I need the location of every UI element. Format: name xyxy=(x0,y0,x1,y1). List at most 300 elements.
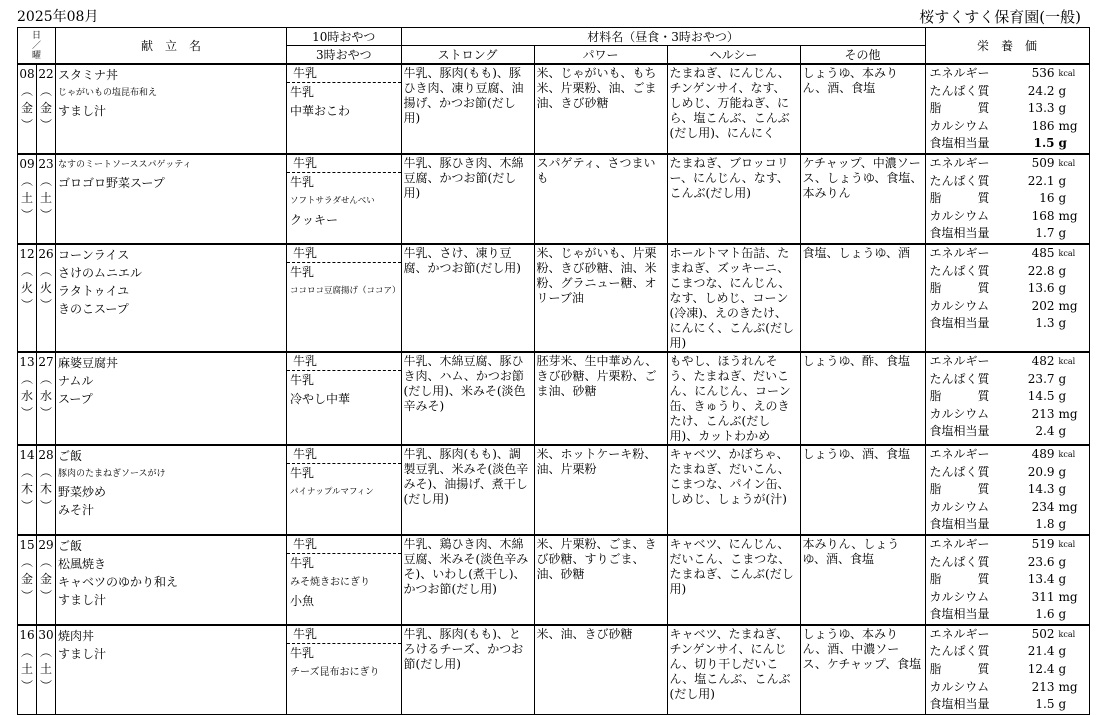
table-row xyxy=(18,625,1090,714)
nutrition-value: 22.1 xyxy=(1027,173,1055,188)
nutrition-value: 536 xyxy=(1031,66,1055,80)
snack-3pm xyxy=(287,464,401,502)
menu-item: さけのムニエル xyxy=(58,265,143,280)
weekday: 木 xyxy=(39,481,52,496)
nutrition-label: たんぱく質 xyxy=(929,83,990,98)
nutrition-unit: g xyxy=(1058,424,1067,439)
menu-item: スープ xyxy=(58,391,93,406)
weekday: 火 xyxy=(20,280,33,295)
paren-close: ︶ xyxy=(39,405,52,420)
nutrition-fat xyxy=(930,661,1085,679)
nutrition-cell xyxy=(925,244,1089,352)
date-cell-first xyxy=(18,154,37,244)
power-ingredients: 米、油、きび砂糖 xyxy=(534,625,667,714)
nutrition-unit: g xyxy=(1058,389,1067,404)
nutrition-calcium xyxy=(930,208,1085,226)
paren-close: ︶ xyxy=(39,207,52,222)
paren-close: ︶ xyxy=(39,498,52,513)
nutrition-value: 23.7 xyxy=(1027,371,1055,386)
menu-item: ご飯 xyxy=(58,448,83,463)
nutrition-value: 14.3 xyxy=(1027,482,1055,497)
nutrition-protein xyxy=(930,554,1085,572)
date-cell-first xyxy=(18,244,37,352)
healthy-header: ヘルシー xyxy=(667,46,800,65)
nutrition-energy xyxy=(930,446,1085,464)
nutrition-unit: kcal xyxy=(1058,629,1076,639)
paren-open: ︵ xyxy=(39,371,52,386)
nutrition-fat xyxy=(930,190,1085,208)
menu-item: なすのミートソーススパゲッティ xyxy=(58,159,192,170)
menu-item: スタミナ丼 xyxy=(58,68,119,82)
other-ingredients: しょうゆ、本みりん、酒、食塩 xyxy=(800,64,925,154)
paren-open: ︵ xyxy=(20,644,33,659)
nutrition-label: カルシウム xyxy=(929,208,990,223)
nutrition-calcium xyxy=(930,499,1085,517)
nutrition-salt xyxy=(930,516,1085,534)
nutrition-unit: g xyxy=(1058,554,1067,569)
nutrition-calcium xyxy=(930,589,1085,607)
month-label: 2025年08月 xyxy=(17,9,99,25)
snack-3pm xyxy=(287,644,401,682)
nutrition-protein xyxy=(930,263,1085,281)
nutrition-cell xyxy=(925,352,1089,445)
nutrition-label: エネルギー xyxy=(929,155,990,170)
paren-close: ︶ xyxy=(39,297,52,312)
nutrition-calcium xyxy=(930,298,1085,316)
snack-cell xyxy=(287,625,402,714)
nutrition-value: 1.6 xyxy=(1035,607,1055,622)
nutrition-value: 12.4 xyxy=(1027,662,1055,677)
snack-10am: 牛乳 xyxy=(287,626,401,644)
nutrition-unit: g xyxy=(1058,263,1067,278)
date-cell-first xyxy=(18,535,37,625)
menu-item: 野菜炒め xyxy=(58,484,107,499)
date-cell-first xyxy=(18,64,37,154)
nutrition-value: 23.6 xyxy=(1027,554,1055,569)
nutrition-value: 1.5 xyxy=(1035,697,1055,712)
paren-close: ︶ xyxy=(20,118,33,132)
weekday: 金 xyxy=(39,571,52,586)
snack-item: 牛乳 xyxy=(290,645,315,660)
facility-name: 桜すくすく保育園(一般) xyxy=(919,8,1081,26)
healthy-ingredients: キャベツ、たまねぎ、チンゲンサイ、にんじん、切り干しだいこん、塩こんぶ、こんぶ(だし用) xyxy=(667,625,800,714)
weekday: 金 xyxy=(20,101,33,115)
snack-cell xyxy=(287,445,402,535)
weekday: 水 xyxy=(39,388,52,403)
paren-close: ︶ xyxy=(20,678,33,693)
menu-item: 焼肉丼 xyxy=(58,628,95,643)
nutrition-salt xyxy=(930,315,1085,333)
nutrition-energy xyxy=(930,353,1085,371)
menu-item: 麻婆豆腐丼 xyxy=(58,355,119,370)
snack-3pm xyxy=(287,554,401,611)
date-cell-second xyxy=(37,535,56,625)
healthy-ingredients: たまねぎ、にんじん、チンゲンサイ、なす、しめじ、万能ねぎ、にら、塩こんぶ、こんぶ(だし用)、にんにく xyxy=(667,64,800,154)
menu-item xyxy=(58,192,284,210)
menu-item: ラタトゥイユ xyxy=(58,283,130,298)
snack-3pm xyxy=(287,83,401,121)
nutrition-unit: g xyxy=(1058,101,1067,116)
snack-item: ソフトサラダせんべい xyxy=(290,195,375,206)
nutrition-unit: mg xyxy=(1058,298,1078,313)
nutrition-label: 脂 質 xyxy=(929,482,990,497)
menu-table xyxy=(17,27,1090,715)
snack-item: チーズ昆布おにぎり xyxy=(290,666,380,678)
nutrition-unit: g xyxy=(1058,226,1067,241)
nutrition-label: カルシウム xyxy=(929,118,990,133)
date-number: 12 xyxy=(19,246,35,261)
date-cell-second xyxy=(37,445,56,535)
menu-item: きのこスープ xyxy=(58,301,129,316)
healthy-ingredients: ホールトマト缶詰、たまねぎ、ズッキーニ、こまつな、にんじん、なす、しめじ、コーン(冷凍)、えのきたけ、にんにく、こんぶ(だし用) xyxy=(667,244,800,352)
nutrition-salt xyxy=(930,135,1085,153)
menu-item: コーンライス xyxy=(58,247,130,262)
paren-open: ︵ xyxy=(39,554,52,569)
nutrition-protein xyxy=(930,464,1085,482)
nutrition-value: 24.2 xyxy=(1027,83,1055,98)
nutrition-label: カルシウム xyxy=(929,406,990,421)
nutrition-cell xyxy=(925,445,1089,535)
other-header: その他 xyxy=(800,46,925,65)
nutrition-energy xyxy=(930,626,1085,644)
date-cell-second xyxy=(37,352,56,445)
paren-open: ︵ xyxy=(39,173,52,188)
nutrition-salt xyxy=(930,696,1085,714)
table-row xyxy=(18,154,1090,244)
nutrition-label: 脂 質 xyxy=(929,191,990,206)
menu-item: ご飯 xyxy=(58,538,83,553)
nutrition-unit: kcal xyxy=(1058,158,1076,168)
snack-10am: 牛乳 xyxy=(287,245,401,263)
date-header-weekday: 曜 xyxy=(31,50,41,61)
nutrition-unit: mg xyxy=(1058,499,1078,514)
other-ingredients: しょうゆ、本みりん、酒、中濃ソース、ケチャップ、食塩 xyxy=(800,625,925,714)
snack-cell xyxy=(287,352,402,445)
snack10-header: 10時おやつ xyxy=(287,28,402,46)
power-ingredients: スパゲティ、さつまいも xyxy=(534,154,667,244)
nutrition-label: エネルギー xyxy=(929,626,990,641)
nutrition-label: 脂 質 xyxy=(929,281,990,296)
nutrition-fat xyxy=(930,481,1085,499)
nutrition-value: 22.8 xyxy=(1027,263,1055,278)
nutrition-unit: g xyxy=(1058,662,1067,677)
date-number: 28 xyxy=(38,447,54,462)
nutrition-label: エネルギー xyxy=(929,536,990,551)
nutrition-value: 1.5 xyxy=(1033,136,1055,151)
nutrition-protein xyxy=(930,173,1085,191)
paren-open: ︵ xyxy=(20,464,33,479)
nutrition-value: 13.6 xyxy=(1027,281,1055,296)
snack-3pm xyxy=(287,263,401,301)
nutrition-unit: kcal xyxy=(1058,356,1076,366)
nutrition-unit: g xyxy=(1058,136,1067,151)
strong-ingredients: 牛乳、豚肉(もも)、調製豆乳、米みそ(淡色辛みそ)、油揚げ、煮干し(だし用) xyxy=(401,445,534,535)
strong-ingredients: 牛乳、木綿豆腐、豚ひき肉、ハム、かつお節(だし用)、米みそ(淡色辛みそ) xyxy=(401,352,534,445)
snack-10am: 牛乳 xyxy=(287,536,401,554)
snack-item: 牛乳 xyxy=(290,465,315,480)
nutrition-value: 168 xyxy=(1031,208,1055,223)
nutrition-label: カルシウム xyxy=(929,298,990,313)
strong-ingredients: 牛乳、豚ひき肉、木綿豆腐、かつお節(だし用) xyxy=(401,154,534,244)
other-ingredients: ケチャップ、中濃ソース、しょうゆ、食塩、本みりん xyxy=(800,154,925,244)
nutrition-label: たんぱく質 xyxy=(929,464,990,479)
date-number: 23 xyxy=(38,156,54,171)
nutrition-value: 13.4 xyxy=(1027,572,1055,587)
nutrition-label: エネルギー xyxy=(929,353,990,368)
nutrition-label: 食塩相当量 xyxy=(929,424,990,439)
nutrition-value: 186 xyxy=(1031,118,1055,133)
nutrition-label: エネルギー xyxy=(929,66,990,80)
nutrition-value: 519 xyxy=(1031,536,1055,551)
weekday: 土 xyxy=(20,190,33,205)
paren-open: ︵ xyxy=(39,464,52,479)
nutrition-value: 482 xyxy=(1031,353,1055,368)
menu-item xyxy=(58,663,284,681)
nutrition-label: エネルギー xyxy=(929,245,990,260)
nutrition-label: 食塩相当量 xyxy=(929,517,990,532)
snack-item: 中華おこわ xyxy=(290,104,351,118)
nutrition-label: 食塩相当量 xyxy=(929,316,990,331)
date-cell-second xyxy=(37,154,56,244)
snack-item: 牛乳 xyxy=(290,264,315,279)
weekday: 火 xyxy=(39,280,52,295)
nutrition-energy xyxy=(930,245,1085,263)
nutrition-cell xyxy=(925,625,1089,714)
nutrition-value: 213 xyxy=(1031,679,1055,694)
nutrition-unit: mg xyxy=(1058,589,1078,604)
nutrition-unit: g xyxy=(1058,572,1067,587)
nutrition-value: 234 xyxy=(1031,499,1055,514)
menu-header: 献 立 名 xyxy=(56,28,287,65)
nutrition-protein xyxy=(930,83,1085,101)
nutrition-unit: kcal xyxy=(1058,539,1076,549)
nutrition-value: 485 xyxy=(1031,245,1055,260)
paren-close: ︶ xyxy=(20,297,33,312)
nutrition-value: 1.7 xyxy=(1035,226,1055,241)
snack-10am: 牛乳 xyxy=(287,446,401,464)
menu-cell xyxy=(56,352,287,445)
nutrition-label: たんぱく質 xyxy=(929,263,990,278)
nutrition-value: 213 xyxy=(1031,406,1055,421)
nutrition-label: カルシウム xyxy=(929,679,990,694)
snack-cell xyxy=(287,154,402,244)
nutrition-value: 20.9 xyxy=(1027,464,1055,479)
menu-cell xyxy=(56,244,287,352)
date-number: 15 xyxy=(19,537,35,552)
nutrition-salt xyxy=(930,606,1085,624)
nutrition-calcium xyxy=(930,679,1085,697)
date-cell-first xyxy=(18,625,37,714)
weekday: 土 xyxy=(20,661,33,676)
paren-close: ︶ xyxy=(20,588,33,603)
nutrition-value: 1.8 xyxy=(1035,517,1055,532)
date-cell-second xyxy=(37,244,56,352)
nutrition-value: 21.4 xyxy=(1027,644,1055,659)
paren-open: ︵ xyxy=(39,84,52,98)
healthy-ingredients: キャベツ、にんじん、だいこん、こまつな、たまねぎ、こんぶ(だし用) xyxy=(667,535,800,625)
date-number: 30 xyxy=(38,627,54,642)
strong-ingredients: 牛乳、さけ、凍り豆腐、かつお節(だし用) xyxy=(401,244,534,352)
nutrition-unit: g xyxy=(1058,482,1067,497)
nutrition-label: たんぱく質 xyxy=(929,554,990,569)
snack-item: 冷やし中華 xyxy=(290,391,351,406)
table-row xyxy=(18,445,1090,535)
date-number: 08 xyxy=(19,67,35,81)
nutrition-unit: kcal xyxy=(1058,449,1076,459)
other-ingredients: しょうゆ、酒、食塩 xyxy=(800,445,925,535)
nutrition-value: 14.5 xyxy=(1027,389,1055,404)
date-number: 09 xyxy=(19,156,35,171)
nutrition-calcium xyxy=(930,118,1085,136)
snack-cell xyxy=(287,535,402,625)
paren-open: ︵ xyxy=(39,263,52,278)
nutrition-protein xyxy=(930,371,1085,389)
nutrition-value: 2.4 xyxy=(1035,424,1055,439)
nutrition-label: 食塩相当量 xyxy=(929,607,990,622)
nutrition-value: 311 xyxy=(1031,589,1055,604)
date-number: 13 xyxy=(19,354,35,369)
nutrition-label: 脂 質 xyxy=(929,101,990,116)
snack-item: パイナップルマフィン xyxy=(290,486,374,497)
date-number: 14 xyxy=(19,447,35,462)
menu-cell xyxy=(56,64,287,154)
nutrition-label: 脂 質 xyxy=(929,662,990,677)
snack-item: 牛乳 xyxy=(290,555,315,570)
nutrition-value: 502 xyxy=(1031,626,1055,641)
power-ingredients: 米、ホットケーキ粉、油、片栗粉 xyxy=(534,445,667,535)
power-ingredients: 米、じゃがいも、片栗粉、きび砂糖、油、米粉、グラニュー糖、オリーブ油 xyxy=(534,244,667,352)
nutrition-unit: kcal xyxy=(1058,248,1076,258)
weekday: 土 xyxy=(39,661,52,676)
nutrition-label: たんぱく質 xyxy=(929,371,990,386)
weekday: 木 xyxy=(20,481,33,496)
menu-item: すまし汁 xyxy=(58,592,107,607)
other-ingredients: 食塩、しょうゆ、酒 xyxy=(800,244,925,352)
snack-item: みそ焼きおにぎり xyxy=(290,576,370,588)
nutrition-unit: mg xyxy=(1058,208,1078,223)
date-cell-first xyxy=(18,352,37,445)
paren-close: ︶ xyxy=(39,118,52,132)
nutrition-cell xyxy=(925,535,1089,625)
nutrition-label: 脂 質 xyxy=(929,572,990,587)
nutrition-value: 509 xyxy=(1031,155,1055,170)
menu-item: じゃがいもの塩昆布和え xyxy=(58,88,158,98)
menu-item: すまし汁 xyxy=(58,104,107,118)
strong-ingredients: 牛乳、豚肉(もも)、豚ひき肉、凍り豆腐、油揚げ、かつお節(だし用) xyxy=(401,64,534,154)
nutrition-value: 1.3 xyxy=(1035,316,1055,331)
nutrition-label: 脂 質 xyxy=(929,389,990,404)
menu-cell xyxy=(56,625,287,714)
table-row xyxy=(18,244,1090,352)
date-number: 29 xyxy=(38,537,54,552)
strong-ingredients: 牛乳、鶏ひき肉、木綿豆腐、米みそ(淡色辛みそ)、いわし(煮干し)、かつお節(だし用) xyxy=(401,535,534,625)
nutrition-unit: g xyxy=(1058,371,1067,386)
date-number: 22 xyxy=(38,67,54,81)
snack-cell xyxy=(287,244,402,352)
weekday: 水 xyxy=(20,388,33,403)
nutrition-value: 489 xyxy=(1031,446,1055,461)
nutrition-cell xyxy=(925,154,1089,244)
nutrition-salt xyxy=(930,423,1085,441)
nutrition-label: エネルギー xyxy=(929,446,990,461)
nutrition-cell xyxy=(925,64,1089,154)
date-cell-second xyxy=(37,64,56,154)
nutrition-unit: mg xyxy=(1058,406,1078,421)
date-cell-second xyxy=(37,625,56,714)
healthy-ingredients: もやし、ほうれんそう、たまねぎ、だいこん、にんじん、コーン缶、きゅうり、えのきたけ、こんぶ(だし用)、カットわかめ xyxy=(667,352,800,445)
menu-item: ゴロゴロ野菜スープ xyxy=(58,175,165,190)
nutrition-unit: g xyxy=(1058,644,1067,659)
date-header-day: 日 xyxy=(31,30,41,41)
nutrition-unit: g xyxy=(1058,697,1067,712)
nutrition-label: たんぱく質 xyxy=(929,644,990,659)
paren-close: ︶ xyxy=(39,588,52,603)
other-ingredients: 本みりん、しょうゆ、酒、食塩 xyxy=(800,535,925,625)
nutrition-value: 16 xyxy=(1039,191,1055,206)
menu-item: すまし汁 xyxy=(58,646,107,661)
nutrition-header: 栄 養 価 xyxy=(925,28,1089,65)
nutrition-label: 食塩相当量 xyxy=(929,697,990,712)
nutrition-energy xyxy=(930,65,1085,83)
nutrition-energy xyxy=(930,536,1085,554)
power-ingredients: 米、じゃがいも、もち米、片栗粉、油、ごま油、きび砂糖 xyxy=(534,64,667,154)
nutrition-fat xyxy=(930,100,1085,118)
weekday: 土 xyxy=(39,190,52,205)
snack-item: クッキー xyxy=(290,212,339,227)
menu-cell xyxy=(56,445,287,535)
nutrition-unit: g xyxy=(1058,607,1067,622)
weekday: 金 xyxy=(39,101,52,115)
snack-item: 牛乳 xyxy=(290,85,315,99)
nutrition-unit: g xyxy=(1058,517,1067,532)
nutrition-salt xyxy=(930,225,1085,243)
weekday: 金 xyxy=(20,571,33,586)
nutrition-value: 13.3 xyxy=(1027,101,1055,116)
nutrition-unit: mg xyxy=(1058,118,1078,133)
other-ingredients: しょうゆ、酢、食塩 xyxy=(800,352,925,445)
menu-item: 豚肉のたまねぎソースがけ xyxy=(58,468,166,479)
date-number: 16 xyxy=(19,627,35,642)
snack-item: 小魚 xyxy=(290,593,315,608)
snack-10am: 牛乳 xyxy=(287,353,401,371)
snack-item: ココロコ豆腐揚げ（ココア） xyxy=(290,285,401,296)
nutrition-fat xyxy=(930,388,1085,406)
healthy-ingredients: キャベツ、かぼちゃ、たまねぎ、だいこん、こまつな、パイン缶、しめじ、しょうが(汁) xyxy=(667,445,800,535)
nutrition-fat xyxy=(930,571,1085,589)
nutrition-label: 食塩相当量 xyxy=(929,136,990,151)
paren-close: ︶ xyxy=(20,405,33,420)
paren-open: ︵ xyxy=(20,84,33,98)
paren-open: ︵ xyxy=(20,371,33,386)
snack-3pm xyxy=(287,371,401,409)
paren-open: ︵ xyxy=(20,263,33,278)
nutrition-energy xyxy=(930,155,1085,173)
date-header xyxy=(18,28,56,65)
nutrition-unit: g xyxy=(1058,281,1067,296)
snack-item: 牛乳 xyxy=(290,372,315,387)
nutrition-label: たんぱく質 xyxy=(929,173,990,188)
snack-item: 牛乳 xyxy=(290,174,315,189)
paren-close: ︶ xyxy=(20,498,33,513)
power-ingredients: 米、片栗粉、ごま、きび砂糖、すりごま、油、砂糖 xyxy=(534,535,667,625)
menu-item: キャベツのゆかり和え xyxy=(58,574,179,589)
menu-item: 松風焼き xyxy=(58,556,107,571)
nutrition-label: 食塩相当量 xyxy=(929,226,990,241)
nutrition-label: カルシウム xyxy=(929,589,990,604)
menu-cell xyxy=(56,535,287,625)
power-ingredients: 胚芽米、生中華めん、きび砂糖、片栗粉、ごま油、砂糖 xyxy=(534,352,667,445)
snack-10am: 牛乳 xyxy=(287,155,401,173)
